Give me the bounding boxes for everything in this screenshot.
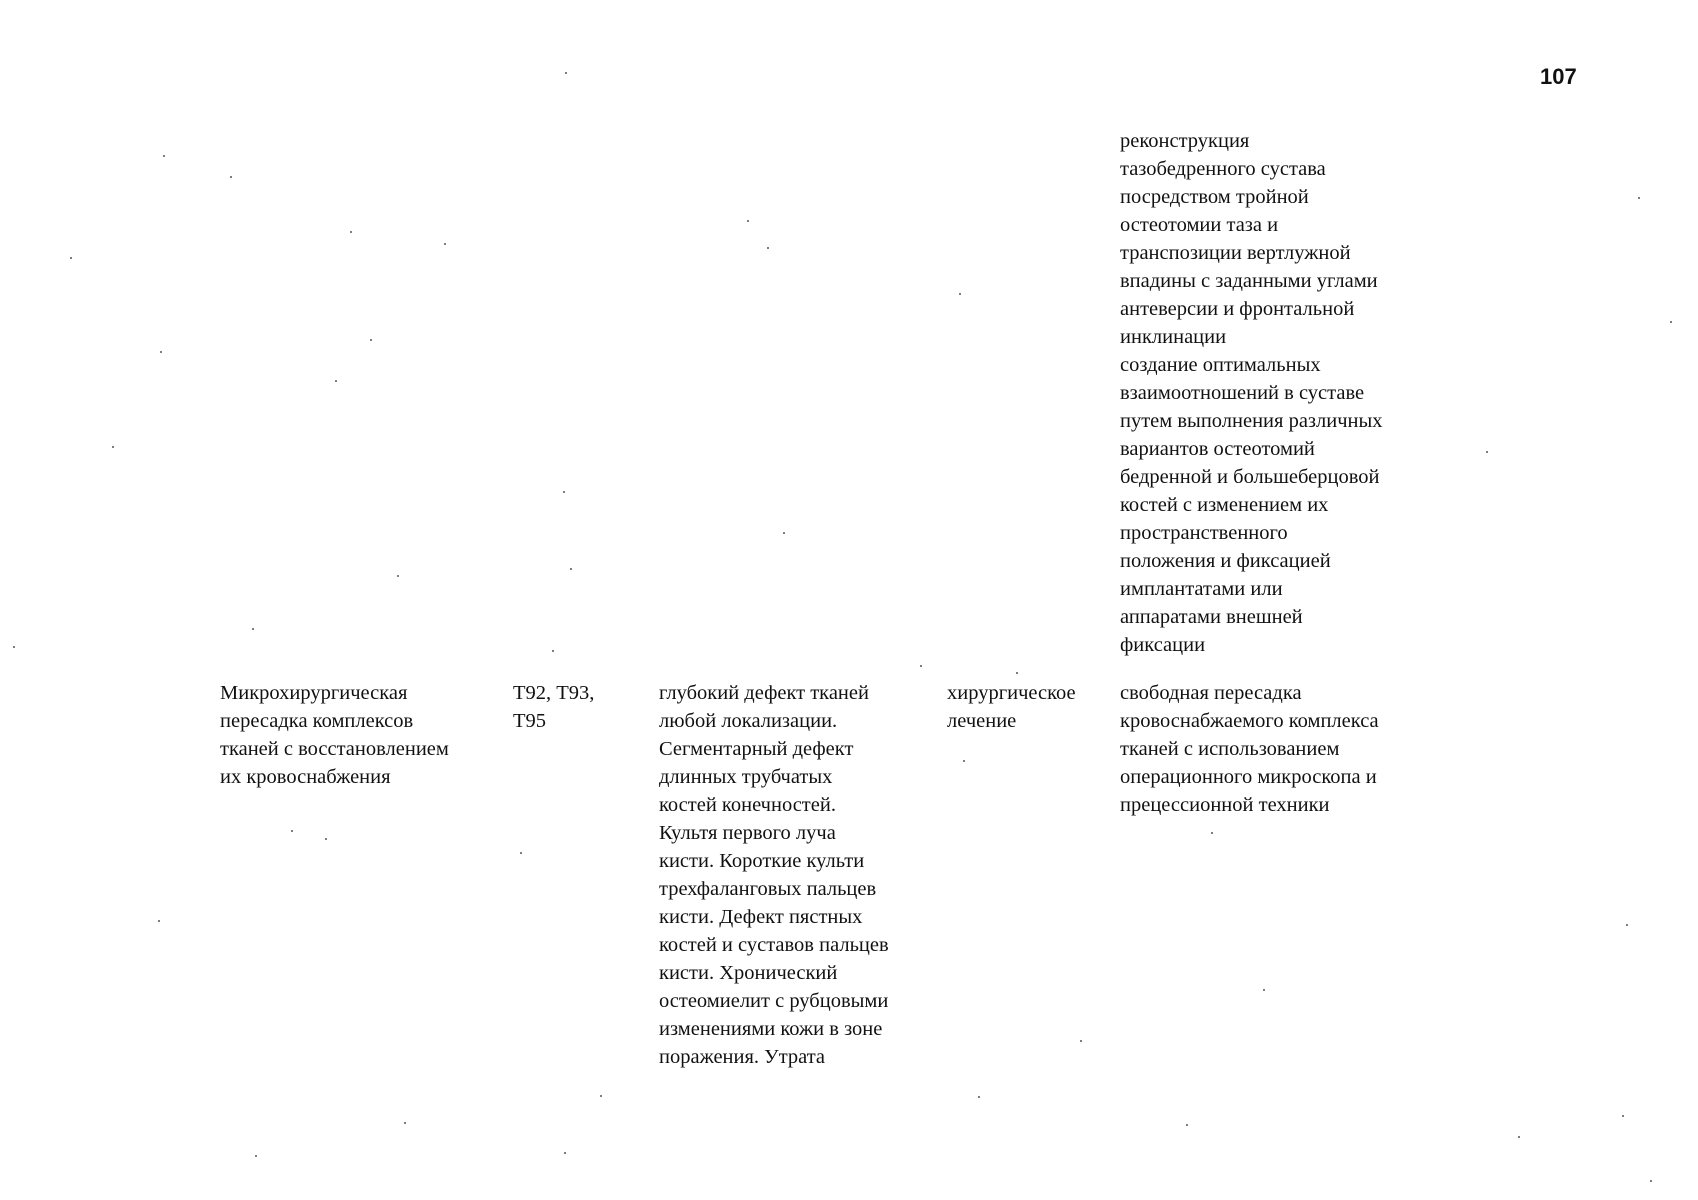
cell-treatment-type: хирургическое лечение: [947, 682, 1076, 732]
table-continuation-treatment-method: реконструкция тазобедренного сустава посредством тройной остеотомии таза и транспозиции вертлужной впадины с заданными углами антеверсии и фронтальной инклинации создание оптимальных взаимоотношений в суставе путем выполнения различных вариантов остеотомий бедренной и большеберцовой костей с изменением их пространственного положения и фиксацией имплантатами или аппаратами внешней фиксации: [1120, 130, 1383, 656]
cell-condition: глубокий дефект тканей любой локализации. Сегментарный дефект длинных трубчатых костей конечностей. Культя первого луча кисти. Короткие культи трехфаланговых пальцев кисти. Дефект пястных костей и суставов пальцев кисти. Хронический остеомиелит с рубцовыми изменениями кожи в зоне поражения. Утрата: [659, 682, 889, 1068]
cell-icd-codes: Т92, Т93, Т95: [513, 682, 595, 732]
cell-treatment-method: свободная пересадка кровоснабжаемого комплекса тканей с использованием операционного микроскопа и прецессионной техники: [1120, 682, 1379, 816]
page-number: 107: [1540, 64, 1577, 89]
cell-procedure-name: Микрохирургическая пересадка комплексов тканей с восстановлением их кровоснабжения: [220, 682, 449, 788]
